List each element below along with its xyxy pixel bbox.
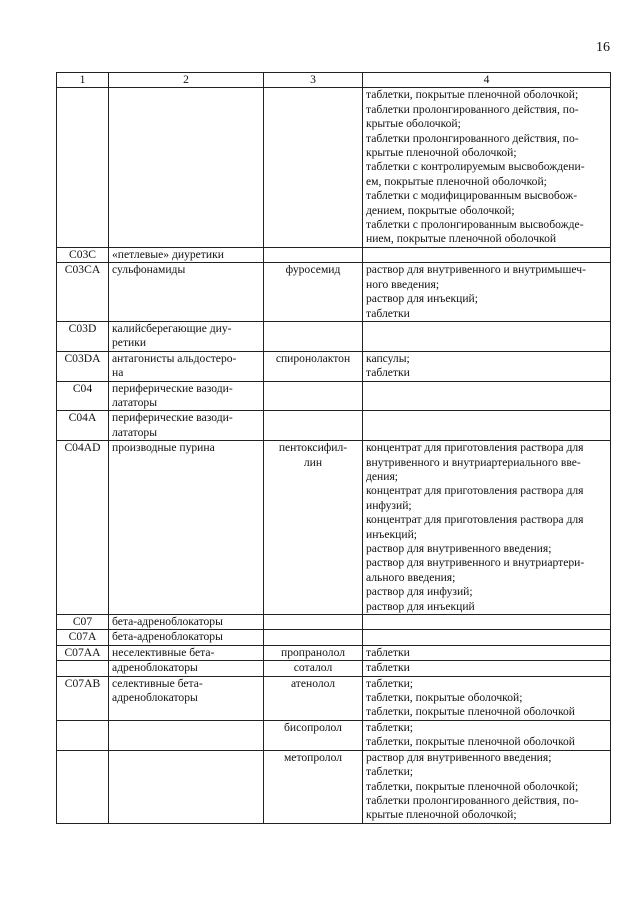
drug-name-cell <box>264 645 363 660</box>
header-cell-3: 3 <box>264 73 363 88</box>
dosage-forms-cell <box>363 750 611 823</box>
drug-name-cell <box>264 720 363 750</box>
dosage-forms-cell-text: капсулы; таблетки <box>366 351 410 380</box>
table-row <box>57 645 611 660</box>
atc-code-cell-text: C03C <box>68 247 97 261</box>
atc-code-cell <box>57 441 109 615</box>
atc-code-cell <box>57 247 109 262</box>
dosage-forms-cell <box>363 351 611 381</box>
dosage-forms-cell <box>363 321 611 351</box>
table-row <box>57 630 611 645</box>
atc-code-cell <box>57 615 109 630</box>
atc-code-cell <box>57 381 109 411</box>
group-cell-text: производные пурина <box>112 441 215 455</box>
atc-code-cell-text: C07AA <box>64 645 101 659</box>
drug-name-cell <box>264 321 363 351</box>
drug-name-cell <box>264 750 363 823</box>
table-row <box>57 661 611 676</box>
group-cell-text: сульфонамиды <box>112 263 186 277</box>
drug-name-cell-text: бисопролол <box>284 720 342 734</box>
group-cell <box>109 411 264 441</box>
table-row <box>57 411 611 441</box>
dosage-forms-cell <box>363 645 611 660</box>
dosage-forms-cell <box>363 247 611 262</box>
medicine-table <box>56 72 611 824</box>
drug-name-cell <box>264 351 363 381</box>
atc-code-cell-text: C04AD <box>64 441 101 455</box>
atc-code-cell <box>57 645 109 660</box>
atc-code-cell <box>57 630 109 645</box>
table-row <box>57 247 611 262</box>
drug-name-cell-text: соталол <box>293 661 333 675</box>
table-row <box>57 615 611 630</box>
table-row <box>57 441 611 615</box>
atc-code-cell <box>57 263 109 322</box>
dosage-forms-cell-text: концентрат для приготовления раствора для внутривенного и внутриартериального вве- дения; концентрат для приготовления раствора для инфузий; концентрат для приготовления раствора для инъекций; раствор для внутривенного введения; раствор для внутривенного и внутриартери- ального введения; раствор для инфузий; раствор для инъекций <box>366 441 585 613</box>
dosage-forms-cell <box>363 381 611 411</box>
dosage-forms-cell-text: таблетки; таблетки, покрытые оболочкой; таблетки, покрытые пленочной оболочкой <box>366 676 575 719</box>
dosage-forms-cell <box>363 88 611 247</box>
group-cell <box>109 750 264 823</box>
table-row <box>57 88 611 247</box>
atc-code-cell <box>57 88 109 247</box>
group-cell <box>109 381 264 411</box>
table-row <box>57 381 611 411</box>
drug-name-cell-text: фуросемид <box>285 263 341 277</box>
atc-code-cell <box>57 676 109 720</box>
group-cell <box>109 720 264 750</box>
group-cell <box>109 676 264 720</box>
group-cell-text: калийсберегающие диу- ретики <box>112 321 232 350</box>
drug-name-cell <box>264 630 363 645</box>
group-cell <box>109 645 264 660</box>
atc-code-cell <box>57 720 109 750</box>
table-row <box>57 351 611 381</box>
group-cell-text: периферические вазоди- лататоры <box>112 381 233 409</box>
group-cell-text: бета-адреноблокаторы <box>112 615 223 629</box>
table-row <box>57 720 611 750</box>
group-cell-text: антагонисты альдостеро- на <box>112 351 237 380</box>
group-cell <box>109 441 264 615</box>
table-row <box>57 676 611 720</box>
atc-code-cell <box>57 411 109 441</box>
header-cell-1: 1 <box>57 73 109 88</box>
table-row <box>57 750 611 823</box>
atc-code-cell-text: C03CA <box>64 263 101 277</box>
dosage-forms-cell <box>363 441 611 615</box>
group-cell-text: «петлевые» диуретики <box>112 247 224 261</box>
dosage-forms-cell <box>363 411 611 441</box>
group-cell-text: периферические вазоди- лататоры <box>112 411 233 439</box>
dosage-forms-cell-text: таблетки <box>366 645 410 659</box>
dosage-forms-cell-text: таблетки; таблетки, покрытые пленочной оболочкой <box>366 720 575 749</box>
group-cell-text: неселективные бета- <box>112 645 215 659</box>
group-cell <box>109 263 264 322</box>
group-cell-text: адреноблокаторы <box>112 661 198 675</box>
atc-code-cell <box>57 661 109 676</box>
atc-code-cell-text: C07AB <box>64 676 101 690</box>
drug-name-cell <box>264 88 363 247</box>
header-cell-2: 2 <box>109 73 264 88</box>
drug-name-cell <box>264 441 363 615</box>
drug-name-cell <box>264 676 363 720</box>
drug-name-cell-text: атенолол <box>290 676 336 690</box>
dosage-forms-cell <box>363 630 611 645</box>
atc-code-cell-text: C04A <box>68 411 97 425</box>
atc-code-cell-text: C04 <box>72 381 93 395</box>
dosage-forms-cell <box>363 676 611 720</box>
group-cell <box>109 661 264 676</box>
drug-name-cell <box>264 615 363 630</box>
header-cell-4: 4 <box>363 73 611 88</box>
dosage-forms-cell-text: таблетки <box>366 661 410 675</box>
atc-code-cell-text: C07 <box>72 615 93 629</box>
dosage-forms-cell-text: раствор для внутривенного введения; таблетки; таблетки, покрытые пленочной оболочкой; таблетки пролонгированного действия, по- крытые пленочной оболочкой; <box>366 750 579 822</box>
atc-code-cell-text: C07A <box>68 630 97 644</box>
dosage-forms-cell-text: таблетки, покрытые пленочной оболочкой; таблетки пролонгированного действия, по- крытые оболочкой; таблетки пролонгированного действия, по- крытые пленочной оболочкой; таблетки с контролируемым высвобождени- ем, покрытые пленочной оболочкой; таблетки с модифицированным высвобож- дением, покрытые оболочкой; таблетки с пролонгированным высвобожде- нием, покрытые пленочной оболочкой <box>366 88 585 246</box>
group-cell <box>109 88 264 247</box>
atc-code-cell <box>57 750 109 823</box>
group-cell <box>109 630 264 645</box>
drug-name-cell-text: пропранолол <box>280 645 345 659</box>
group-cell <box>109 247 264 262</box>
group-cell <box>109 615 264 630</box>
atc-code-cell-text: C03DA <box>64 351 101 365</box>
atc-code-cell <box>57 351 109 381</box>
atc-code-cell-text: C03D <box>68 321 97 335</box>
table-row <box>57 263 611 322</box>
drug-name-cell-text: пентоксифил- лин <box>278 441 348 469</box>
dosage-forms-cell <box>363 263 611 322</box>
dosage-forms-cell <box>363 615 611 630</box>
atc-code-cell <box>57 321 109 351</box>
drug-name-cell-text: спиронолактон <box>275 351 351 365</box>
drug-name-cell <box>264 661 363 676</box>
dosage-forms-cell <box>363 720 611 750</box>
group-cell <box>109 321 264 351</box>
group-cell-text: селективные бета- адреноблокаторы <box>112 676 203 705</box>
table-header-row <box>57 73 611 88</box>
drug-name-cell <box>264 381 363 411</box>
page-number: 16 <box>596 40 610 55</box>
group-cell <box>109 351 264 381</box>
drug-name-cell <box>264 263 363 322</box>
drug-name-cell-text: метопролол <box>283 750 343 764</box>
dosage-forms-cell-text: раствор для внутривенного и внутримышеч- ного введения; раствор для инъекций; таблетки <box>366 263 586 320</box>
dosage-forms-cell <box>363 661 611 676</box>
group-cell-text: бета-адреноблокаторы <box>112 630 223 644</box>
table-row <box>57 321 611 351</box>
drug-name-cell <box>264 411 363 441</box>
drug-name-cell <box>264 247 363 262</box>
